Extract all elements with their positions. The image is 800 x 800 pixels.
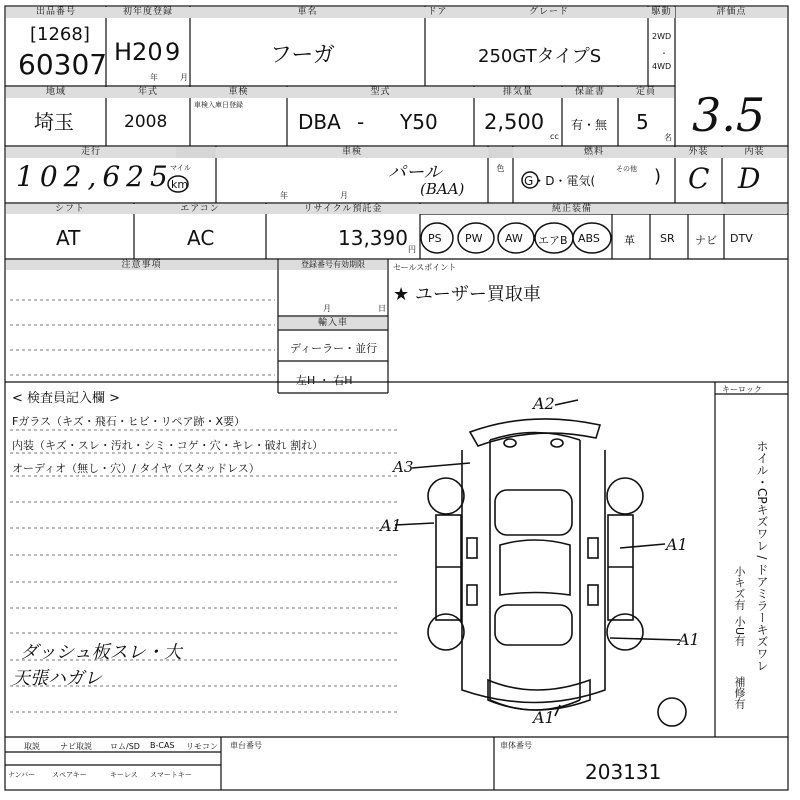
seats: 5: [636, 110, 649, 134]
color-code: (BAA): [420, 180, 465, 198]
drive-2wd: 2WD: [652, 32, 672, 41]
equip-pw: PW: [465, 232, 483, 245]
car-diagram: [395, 400, 686, 726]
chassis-number: 203131: [585, 760, 662, 784]
interior-label: 内装: [722, 147, 787, 158]
equip-dtv: DTV: [730, 232, 753, 245]
ac-label: エアコン: [134, 204, 266, 214]
model-code: Y50: [400, 110, 438, 134]
shift: AT: [56, 226, 81, 250]
mark-a1-rear: A1: [533, 708, 555, 727]
car-name: フーガ: [270, 43, 335, 68]
equip-leather: 革: [624, 234, 635, 247]
shift-label: シフト: [6, 204, 134, 214]
keylock-label: キーロック: [722, 385, 762, 394]
mark-a1-right: A1: [666, 535, 688, 554]
exterior-grade: C: [688, 162, 710, 195]
dealer-parallel: ディーラー・並行: [290, 342, 378, 355]
warranty-label: 保証書: [562, 87, 618, 98]
drive-dot: ・: [660, 49, 668, 58]
equip-sunroof: SR: [660, 232, 675, 245]
footer-spare-key: スペアキー: [52, 771, 87, 779]
mileage: 102,625: [16, 160, 174, 193]
footer-manual: 取説: [24, 742, 40, 751]
inspection-month-unit: 月: [340, 191, 348, 200]
equip-airbag: エアB: [538, 234, 568, 247]
color-label: 色: [496, 164, 505, 172]
mark-a2: A2: [533, 394, 555, 413]
mark-a1-rear-right: A1: [678, 630, 700, 649]
steering-side: 左H ・ 右H: [296, 374, 353, 387]
inspection-label: 車検: [190, 87, 287, 98]
model-year-label: 年式: [106, 87, 190, 98]
lot-label: 出品番号: [6, 7, 106, 18]
model-label: 型式: [287, 87, 474, 98]
region-label: 地域: [6, 87, 106, 98]
lot-number: 60307: [18, 48, 108, 81]
first-reg-month-unit: 月: [180, 73, 188, 82]
footer-smart-key: スマートキー: [150, 771, 192, 779]
reg-month-unit: 月: [323, 304, 331, 313]
damage-legend: ホイル・CPキズワレ / ドアミラーキズワレ: [755, 440, 769, 672]
score-value: 3.5: [692, 88, 766, 142]
grade: 250GTタイプS: [478, 46, 602, 67]
equip-aw: AW: [505, 232, 523, 245]
chassis-label: 車体番号: [500, 741, 532, 750]
first-reg-era: H20: [114, 38, 163, 66]
mark-a3: A3: [393, 458, 414, 476]
inspector-interior: 内装（キズ・スレ・汚れ・シミ・コゲ・穴・キレ・破れ 割れ）: [12, 439, 324, 452]
inspection-year-unit: 年: [280, 191, 288, 200]
model-dash: -: [357, 110, 365, 134]
reg-expiry-label: 登録番号有効期限: [279, 260, 387, 270]
mark-a1-left: A1: [380, 516, 402, 535]
car-name-label: 車名: [190, 7, 425, 18]
reg-day-unit: 日: [378, 304, 386, 313]
drive-label: 駆動: [648, 7, 675, 18]
displacement-label: 排気量: [474, 87, 562, 98]
selling-points-label: セールスポイント: [393, 263, 457, 272]
first-reg-label: 初年度登録: [106, 7, 190, 18]
first-reg-month: 9: [165, 38, 181, 66]
selling-point: ★ ユーザー買取車: [393, 284, 541, 305]
interior-grade: D: [738, 162, 761, 195]
fuel-label: 燃料: [513, 147, 675, 158]
footer-rom-sd: ロム/SD: [110, 742, 140, 751]
footer-bcas: B-CAS: [150, 741, 175, 750]
notes-label: 注意事項: [6, 260, 277, 270]
handwritten-note-2: 天張ハガレ: [12, 668, 102, 689]
equip-navi: ナビ: [695, 234, 717, 247]
legend-small-dent: 小U有: [733, 616, 746, 647]
equipment-label: 純正装備: [420, 204, 724, 214]
inspector-title: < 検査員記入欄 >: [12, 391, 121, 406]
equip-abs: ABS: [578, 232, 600, 245]
displacement: 2,500: [484, 110, 545, 134]
door-label: ドア: [425, 7, 450, 18]
ac: AC: [187, 226, 215, 250]
exterior-label: 外装: [675, 147, 722, 158]
footer-navi-manual: ナビ取説: [60, 742, 92, 751]
recycle-label: リサイクル預託金: [266, 204, 420, 214]
serial-label: 車台番号: [230, 741, 262, 750]
fuel: G・D・電気(: [524, 174, 596, 188]
import-label: 輸入車: [279, 318, 387, 329]
seats-unit: 名: [664, 133, 672, 142]
color: パール: [388, 162, 442, 183]
score-label: 評価点: [676, 7, 787, 18]
equip-ps: PS: [428, 232, 442, 245]
grade-label: グレード: [450, 7, 648, 18]
inspector-windshield: Fガラス（キズ・飛石・ヒビ・リペア跡・X要）: [12, 415, 246, 428]
mileage-label: 走行: [6, 147, 176, 158]
drive-4wd: 4WD: [652, 62, 672, 71]
lot-prefix: [1268]: [30, 24, 90, 45]
fuel-close: ): [654, 166, 662, 187]
first-reg-year-unit: 年: [150, 73, 158, 82]
handwritten-note-1: ダッシュ板スレ・大: [20, 642, 182, 663]
fuel-other: その他: [616, 165, 637, 173]
footer-keyless: キーレス: [110, 771, 138, 779]
legend-small-scratch: 小キズ有: [733, 566, 746, 610]
footer-remote: リモコン: [186, 742, 218, 751]
seats-label: 定員: [618, 87, 674, 98]
inspector-audio-tires: オーディオ（無し・穴）/ タイヤ（スタッドレス）: [12, 462, 260, 475]
mile-label: マイル: [170, 164, 191, 172]
region: 埼玉: [34, 110, 74, 134]
legend-repaired: 補修有: [733, 676, 746, 709]
model-year: 2008: [124, 112, 168, 132]
recycle-fee: 13,390: [338, 226, 408, 250]
model-prefix: DBA: [298, 110, 341, 134]
km-label: km: [171, 178, 189, 191]
warranty: 有・無: [571, 118, 608, 132]
displacement-unit: cc: [550, 132, 559, 141]
inspection-date-label: 車検: [216, 147, 488, 158]
footer-number-plate: ナンバー: [8, 771, 36, 779]
inspection-note: 車検入庫日登録: [194, 101, 243, 109]
recycle-yen: 円: [408, 245, 416, 254]
